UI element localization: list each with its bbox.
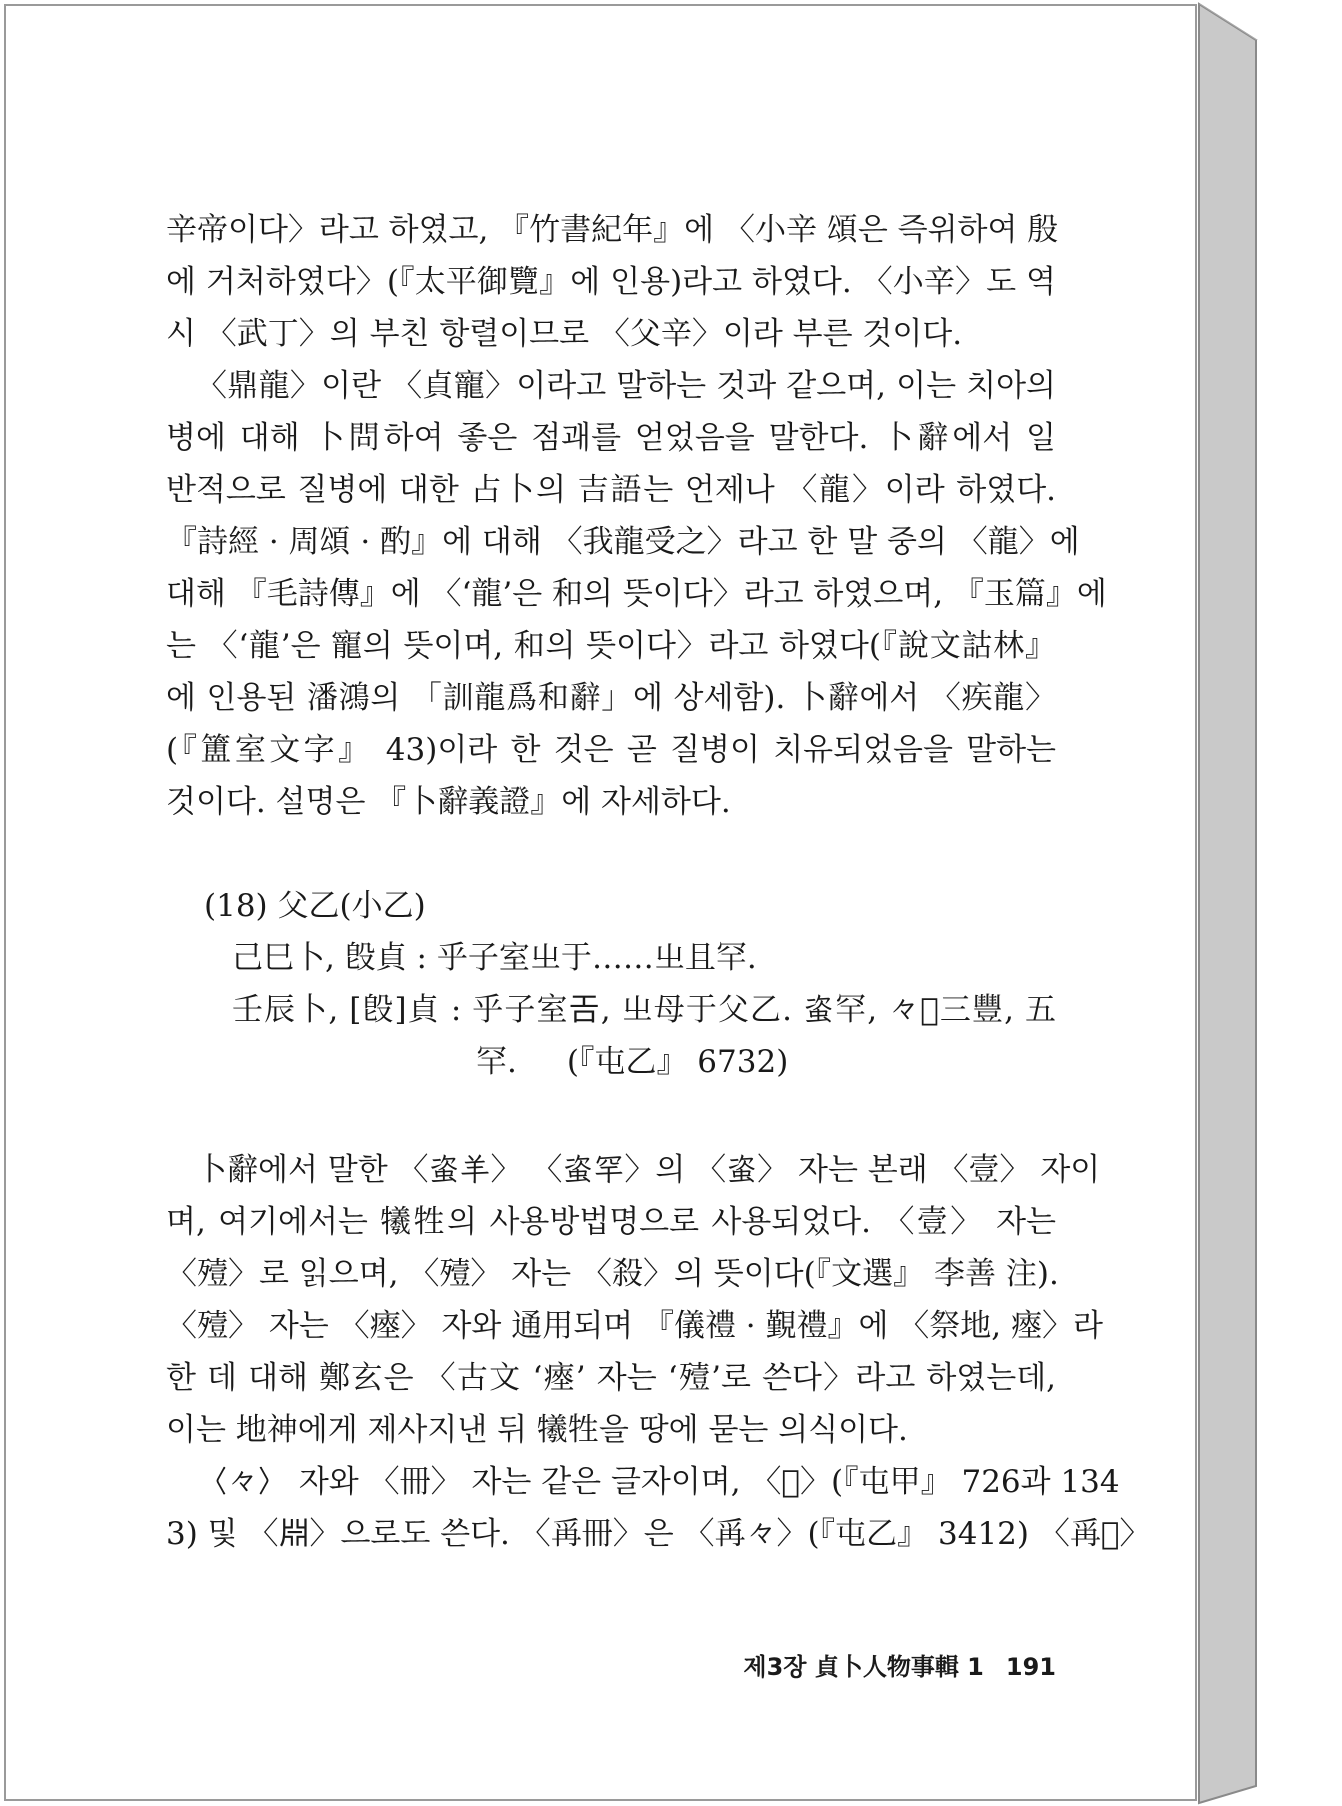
text-line: 辛帝이다〉라고 하였고, 『竹書紀年』에 〈小辛 頌은 즉위하여 殷 bbox=[166, 212, 1059, 248]
text-line: 에 인용된 潘鴻의 「訓龍爲和辭」에 상세함). 卜辭에서 〈疾龍〉 bbox=[166, 680, 1056, 716]
text-line: 이는 地神에게 제사지낸 뒤 犧牲을 땅에 묻는 의식이다. bbox=[166, 1412, 908, 1448]
page-footer bbox=[166, 1647, 1056, 1682]
text-line: 대해 『毛詩傳』에 〈‘龍’은 和의 뜻이다〉라고 하였으며, 『玉篇』에 bbox=[166, 576, 1107, 612]
entry-heading: (18) 父乙(小乙) bbox=[204, 888, 426, 924]
oracle-quote-line: 壬辰卜, [𣪘]貞 : 乎子室𢀛, 㞢母于父乙. 𧊒罕, 𠚤𡧊三豐, 五 bbox=[232, 992, 1056, 1028]
text-line: 3) 및 〈𣶒〉으로도 쓴다. 〈爯冊〉은 〈爯𠚤〉(『屯乙』 3412) 〈爯𤿍〉 bbox=[166, 1516, 1151, 1552]
text-line: 〈殪〉로 읽으며, 〈殪〉 자는 〈殺〉의 뜻이다(『文選』 李善 注). bbox=[166, 1256, 1059, 1292]
text-line: 한 데 대해 鄭玄은 〈古文 ‘瘞’ 자는 ‘殪’로 쓴다〉라고 하였는데, bbox=[166, 1360, 1056, 1396]
text-line: 것이다. 설명은 『卜辭義證』에 자세하다. bbox=[166, 784, 731, 820]
text-line: 〈殪〉 자는 〈瘞〉 자와 通用되며 『儀禮 · 覲禮』에 〈祭地, 瘞〉라 bbox=[166, 1308, 1103, 1344]
paragraph-block-1 bbox=[166, 204, 1107, 828]
text-line: 에 거처하였다〉(『太平御覽』에 인용)라고 하였다. 〈小辛〉도 역 bbox=[166, 264, 1056, 300]
text-line: 는 〈‘龍’은 寵의 뜻이며, 和의 뜻이다〉라고 하였다(『說文詁林』 bbox=[166, 628, 1056, 664]
running-footer-chapter: 제3장 貞卜人物事輯 1 bbox=[743, 1653, 984, 1681]
text-line: 〈𠚤〉 자와 〈冊〉 자는 같은 글자이며, 〈𥚽〉(『屯甲』 726과 134 bbox=[196, 1464, 1120, 1500]
oracle-quote-line-end bbox=[166, 1036, 1056, 1088]
oracle-quote-tail: 罕. bbox=[476, 1044, 517, 1080]
page-content bbox=[166, 204, 1151, 1560]
text-line: 〈鼎龍〉이란 〈貞寵〉이라고 말하는 것과 같으며, 이는 치아의 bbox=[196, 368, 1056, 404]
page-number: 191 bbox=[1005, 1653, 1056, 1681]
paragraph-block-2 bbox=[166, 1144, 1151, 1560]
text-line: 반적으로 질병에 대한 占卜의 吉語는 언제나 〈龍〉이라 하였다. bbox=[166, 472, 1056, 508]
text-line: 卜辭에서 말한 〈𧊒羊〉 〈𧊒罕〉의 〈𧊒〉 자는 본래 〈壹〉 자이 bbox=[196, 1152, 1101, 1188]
quote-source: (『屯乙』 6732) bbox=[566, 1044, 789, 1080]
text-line: 시 〈武丁〉의 부친 항렬이므로 〈父辛〉이라 부른 것이다. bbox=[166, 316, 963, 352]
text-line: 『詩經 · 周頌 · 酌』에 대해 〈我龍受之〉라고 한 말 중의 〈龍〉에 bbox=[166, 524, 1080, 560]
text-line: (『簠室文字』 43)이라 한 것은 곧 질병이 치유되었음을 말하는 bbox=[166, 732, 1056, 768]
oracle-quote-line: 己巳卜, 𣪘貞 : 乎子室㞢于……㞢且罕. bbox=[232, 940, 757, 976]
text-line: 병에 대해 卜問하여 좋은 점괘를 얻었음을 말한다. 卜辭에서 일 bbox=[166, 420, 1056, 456]
text-line: 며, 여기에서는 犧牲의 사용방법명으로 사용되었다. 〈壹〉 자는 bbox=[166, 1204, 1056, 1240]
